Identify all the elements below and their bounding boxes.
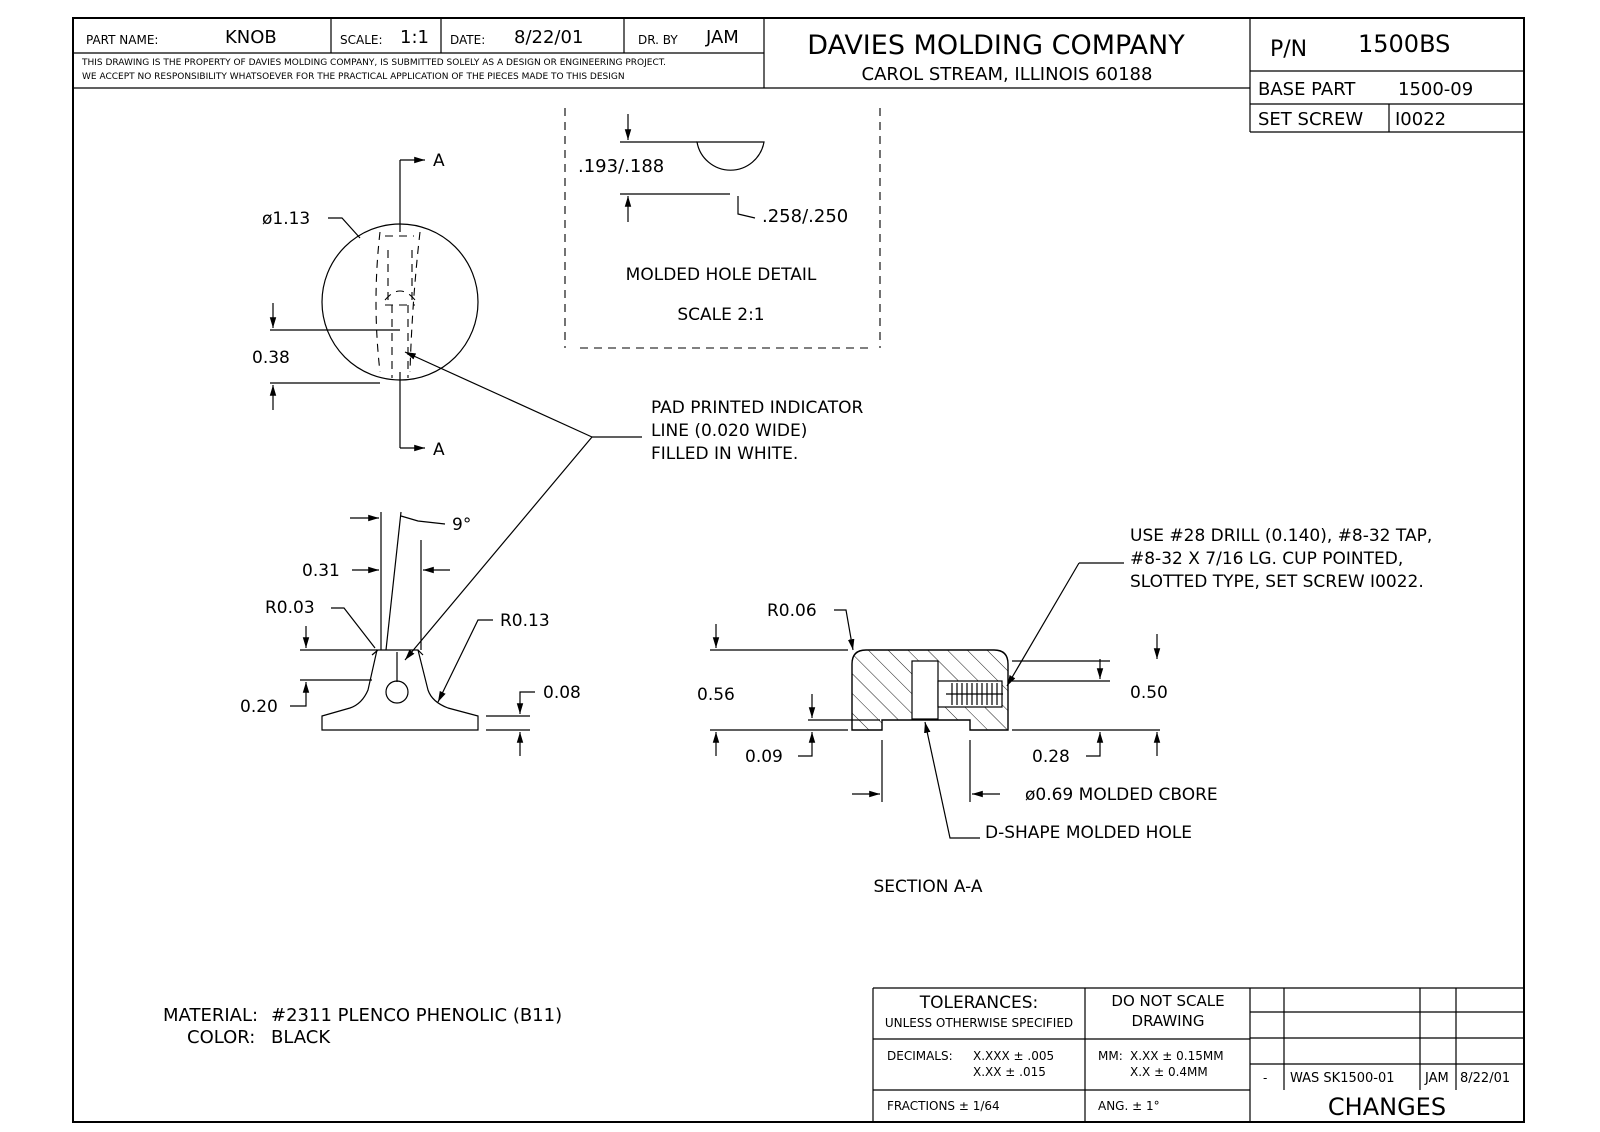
color-label: COLOR:: [187, 1027, 256, 1048]
dshape-label: D-SHAPE MOLDED HOLE: [985, 823, 1193, 843]
molded-hole-detail: [565, 108, 880, 348]
title-block: [73, 18, 1524, 132]
screw-note-line-1: USE #28 DRILL (0.140), #8-32 TAP,: [1130, 526, 1433, 546]
changes-label: CHANGES: [1327, 1093, 1447, 1121]
decimals-label: DECIMALS:: [887, 1049, 953, 1063]
pn-label: P/N: [1270, 37, 1308, 62]
set-screw-value: I0022: [1395, 109, 1447, 130]
section-mark-bottom: A: [433, 440, 445, 460]
pn-value: 1500BS: [1358, 30, 1451, 58]
detail-dim-height: .193/.188: [578, 156, 665, 177]
radius-006: R0.06: [767, 601, 817, 621]
section-mark-top: A: [433, 151, 445, 171]
indicator-note-line-2: LINE (0.020 WIDE): [651, 421, 808, 441]
detail-title: MOLDED HOLE DETAIL: [625, 265, 817, 285]
change-by: JAM: [1425, 1071, 1449, 1086]
changes-block: [1250, 988, 1524, 1121]
dim-028: 0.28: [1032, 747, 1070, 767]
base-part-label: BASE PART: [1258, 79, 1356, 100]
radius-003: R0.03: [265, 598, 315, 618]
tolerance-header: TOLERANCES:: [919, 993, 1039, 1013]
radius-013: R0.13: [500, 611, 550, 631]
screw-note-line-2: #8-32 X 7/16 LG. CUP POINTED,: [1130, 549, 1404, 569]
set-screw-label: SET SCREW: [1258, 109, 1364, 130]
dim-050: 0.50: [1130, 683, 1168, 703]
scale-value: 1:1: [400, 27, 429, 48]
top-view: [252, 151, 478, 460]
base-part-value: 1500-09: [1398, 79, 1474, 100]
material-value: #2311 PLENCO PHENOLIC (B11): [271, 1005, 563, 1026]
decimals-2: X.XX ± .015: [973, 1065, 1046, 1079]
notice-line-2: WE ACCEPT NO RESPONSIBILITY WHATSOEVER FOR THE PRACTICAL APPLICATION OF THE PIECES MADE TO THIS DESIGN: [82, 72, 625, 82]
part-name-label: PART NAME:: [86, 33, 159, 47]
tolerance-subheader: UNLESS OTHERWISE SPECIFIED: [884, 1016, 1074, 1030]
fractions: FRACTIONS ± 1/64: [887, 1099, 1000, 1113]
no-scale-line-1: DO NOT SCALE: [1111, 992, 1225, 1010]
company-name: DAVIES MOLDING COMPANY: [807, 30, 1185, 61]
mm-label: MM:: [1098, 1049, 1123, 1063]
dim-038: 0.38: [252, 348, 290, 368]
section-a-a: [697, 526, 1432, 897]
change-description: WAS SK1500-01: [1290, 1071, 1395, 1086]
screw-note-line-3: SLOTTED TYPE, SET SCREW I0022.: [1130, 572, 1424, 592]
angular: ANG. ± 1°: [1098, 1099, 1160, 1113]
detail-scale: SCALE 2:1: [677, 305, 765, 325]
drawn-by-label: DR. BY: [638, 33, 678, 47]
change-date: 8/22/01: [1460, 1071, 1511, 1086]
material-label: MATERIAL:: [163, 1005, 259, 1026]
cbore-label: ø0.69 MOLDED CBORE: [1025, 785, 1218, 805]
side-view: [240, 512, 581, 756]
section-title: SECTION A-A: [873, 877, 983, 897]
decimals-3: X.XXX ± .005: [973, 1049, 1055, 1063]
change-rev: -: [1263, 1071, 1268, 1085]
indicator-note-line-1: PAD PRINTED INDICATOR: [651, 398, 864, 418]
dim-020: 0.20: [240, 697, 278, 717]
drawn-by: JAM: [706, 27, 739, 48]
sheet-border: [73, 18, 1524, 1122]
notice-line-1: THIS DRAWING IS THE PROPERTY OF DAVIES MOLDING COMPANY, IS SUBMITTED SOLELY AS A DESIGN OR ENGINEERING PROJECT.: [82, 58, 667, 68]
date-value: 8/22/01: [514, 27, 584, 48]
no-scale-line-2: DRAWING: [1131, 1012, 1205, 1030]
scale-label: SCALE:: [340, 33, 383, 47]
angle-9deg: 9°: [452, 515, 472, 535]
date-label: DATE:: [450, 33, 486, 47]
material-note: [163, 1005, 562, 1048]
company-address: CAROL STREAM, ILLINOIS 60188: [861, 64, 1153, 85]
part-name: KNOB: [225, 27, 277, 48]
diameter-label: ø1.13: [262, 209, 311, 229]
dim-009: 0.09: [745, 747, 783, 767]
mm-2: X.XX ± 0.15MM: [1130, 1049, 1224, 1063]
detail-dim-width: .258/.250: [762, 206, 849, 227]
indicator-note-line-3: FILLED IN WHITE.: [651, 444, 799, 464]
mm-1: X.X ± 0.4MM: [1130, 1065, 1208, 1079]
color-value: BLACK: [271, 1027, 331, 1048]
dim-008: 0.08: [543, 683, 581, 703]
dim-056: 0.56: [697, 685, 735, 705]
dim-031: 0.31: [302, 561, 340, 581]
